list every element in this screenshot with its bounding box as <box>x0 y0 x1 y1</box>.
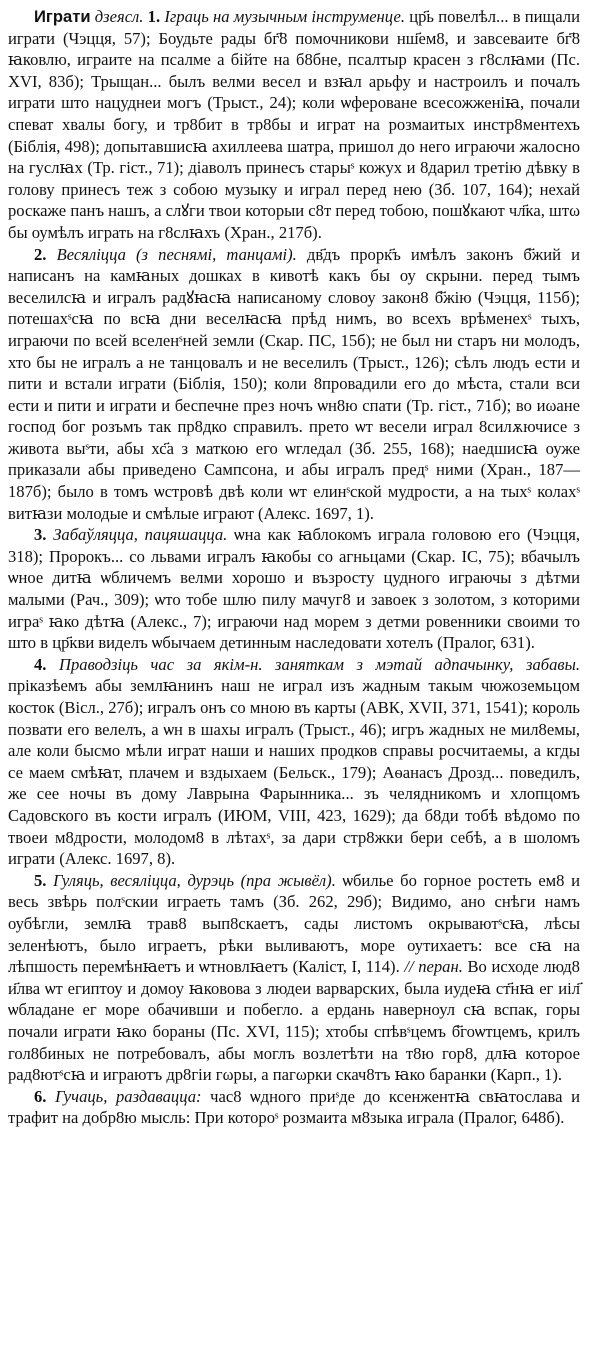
figurative-citations: Во исходе люд8 и҃лва ѡт египтоу и домоу ꙗковова з людеи варварских, была иудеꙗ ст҃нꙗ ег иіл҃ ѡбладане ег море обачивши и побегло. а ердань наверноул сꙗ вспак, горы почали играти ꙗко бораны (Пс. XVI, 115); хтобы спѣвˢцемъ б҃гоѡтцемъ, крилъ гол8биных не потребовалъ, абы моглъ возлетѣти на т8ю гор8, длꙗ которое рад8ютˢсꙗ и играютъ др8гіи гωры, а пагωрки скач8тъ ꙗко баранки (Карп., 1). <box>8 957 580 1085</box>
sense-1 <box>8 6 580 244</box>
sense-number: 5. <box>34 870 47 890</box>
sense-citations: ѡбилье бо горное ростеть ем8 и весь звѣрь полˢскии играеть тамъ (Зб. 262, 29б); Видимо, ано снѣги намъ оубѣгли, землꙗ трав8 вып8скаетъ, сады листомъ окрываютˢсꙗ, лѣсы зеленѣютъ, было играетъ, рѣки выливаютъ, море оутихаетъ: все сꙗ на лѣпшость перемѣнꙗетъ и ѡтновлꙗетъ (Каліст, І, 114). <box>8 870 580 977</box>
sense-gloss: Праводзіць час за якім-н. заняткам з мэтай адпачынку, забавы. <box>59 654 580 674</box>
sense-6 <box>8 1086 580 1129</box>
sense-2 <box>8 244 580 525</box>
sense-3 <box>8 524 580 654</box>
sense-citations: час8 ѡдного приˢде до ксенжентꙗ свꙗтослава и трафит на добр8ю мысль: При которoˢ розмаита м8зыка играла (Пралог, 648б). <box>8 1086 581 1128</box>
sense-gloss: Гуляць, весяліцца, дурэць (пра жывёл). <box>53 870 336 890</box>
sense-number: 3. <box>34 525 47 545</box>
sense-number: 6. <box>34 1086 47 1106</box>
sense-5 <box>8 870 580 1086</box>
part-of-speech: дзеясл. <box>94 7 144 26</box>
sense-citations: цр҃ь повелѣл... в пищали играти (Чэцця, 57); Боудьте рады бг҃8 помочникови нш҃ем8, и завсеваите бг҃8 ꙗковлю, играите на псалме а бійте на б8бне, псалтыр красен з г8слꙗми (Пс. XVI, 83б); Трыщан... былъ велми весел и взꙗл арьфу и настроилъ и почалъ играти што нацуднеи могъ (Трыст., 24); коли ѡфероване всесожженіꙗ, почали спеват хвалы богу, и тр8бит в тр8бы и играт на розмаитых инстр8ментехъ (Біблія, 498); допытавшисꙗ ахиллеева шатра, пришол до него играючи жалосно на гуслꙗх (Тр. гіст., 71); діаволъ принесъ старыˢ кожух и 8дарил третію дѣвку в голову принесъ теж з собою музыку и играл перед нею (Зб. 107, 164); нехай роскаже панъ нашъ, а слꙋги твои которыи с8т перед тобою, пошꙋкают чл҃ка, штω бы оумѣлъ играть на г8слꙗхъ (Хран., 217б). <box>8 7 580 242</box>
sense-citations: ѡна как ꙗблокомъ играла головою его (Чэцця, 318); Пророкъ... со львами игралъ ꙗкобы со агньцами (Скар. ІС, 75); вбачылъ ѡное дитꙗ ѡбличемъ велми хорошо и възросту цудного играючы з дѣтми малыми (Рач., 309); ѡто тобе шлю пилу мачуг8 и завоек з золотом, з которими играˢ ꙗко дѣтꙗ (Алекс., 7); играючи над морем з детми ровенники своими то што в цр҃кви виделъ ѡбычаем детинным наследовати хотелъ (Пралог, 631). <box>8 525 580 653</box>
sense-number: 4. <box>34 654 47 674</box>
sense-gloss: Весяліцца (з песнямі, танцамі). <box>56 244 297 264</box>
sense-gloss: Забаўляцца, пацяшацца. <box>53 525 228 545</box>
sense-gloss: Іграць на музычным інструменце. <box>164 7 406 26</box>
sense-4 <box>8 654 580 870</box>
sense-number: 1. <box>147 7 161 26</box>
sense-citations: прiказѣемъ абы землꙗнинъ наш не играл изъ жадным такым чюжоземьцом косток (Вісл., 27б); игралъ онъ со мною въ карты (АВК, XVII, 371, 1541); король позвати его велелъ, а ѡн в шахы игралъ (Трыст., 46); игръ жадных не мил8емы, але коли бысмо мѣли играт наши и наших продков справы росчитаемы, а кгды се маем смѣꙗт, плачем и вздыхаем (Бельск., 179); Аѳанасъ Дрозд... поведилъ, же сее ночы въ дому Лаврына Фарынника... зъ челядникомъ и хлопцомъ Садовского въ кости игралъ (ИЮМ, VIII, 423, 1629); да б8ди тобѣ вѣдомо по твоеи м8дрости, молодом8 в лѣтахˢ, за дари стр8жки бери себѣ, а в шоломъ играти (Алекс. 1697, 8). <box>8 676 580 869</box>
sense-citations: дв҃дъ прорк҃ъ имѣлъ законъ б҃жий и написанъ на камꙗных дошках в кивотѣ какъ бы оу скрыни. перед тымъ веселилсꙗ и игралъ радꙋꙗсꙗ написаному словоу закон8 б҃жію (Чэцця, 115б); потешахˢсꙗ по всꙗ дни веселꙗсꙗ прѣд нимъ, во всехъ врѣменехˢ тыхъ, играючи по всей вселенˢней земли (Скар. ПС, 15б); не был ни старъ ни молодъ, хто бы не игралъ а не танцовалъ и не веселилъ (Трыст., 126); сѣлъ людъ ести и пити и встали играти (Біблія, 150); коли 8провадили его до мѣста, стали вси ести и пити и играти и беспечне през ночъ ѡн8ю спати (Тр. гіст., 71б); во иωане господ бог розъмъ так пр8дко справилъ. прето ѡт весели играл 8силѫючисе з живота выˢти, абы хс҃а з маткою его ѡгледал (Зб. 255, 168); наедшисꙗ оуже приказали абы приведено Сампсона, и абы игралъ предˢ ними (Хран., 187—187б); было в томъ ѡстровѣ двѣ коли ѡт елинˢской мудрости, а на тыхˢ колахˢ витꙗзи молодые и смѣлые играют (Алекс. 1697, 1). <box>8 244 580 523</box>
sense-gloss: Гучаць, раздавацца: <box>55 1086 202 1106</box>
sense-number: 2. <box>34 244 47 264</box>
headword: Играти <box>34 7 91 26</box>
figurative-label: // перан. <box>404 957 463 977</box>
